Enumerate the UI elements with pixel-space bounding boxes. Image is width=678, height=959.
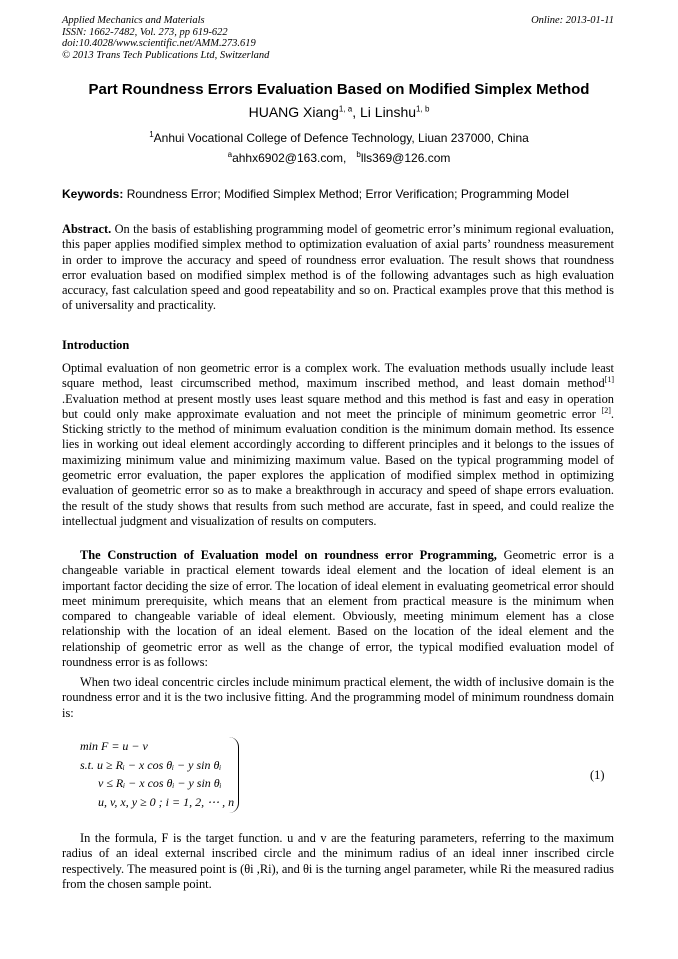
paragraph-text: Geometric error is a changeable variable in practical element towards ideal element and the location of ideal element is an important factor deciding the size of error. The location of ideal element in evaluating geometrical error should meet minimum prerequisite, which means that an element from practical measure is the minimum when compared to changeable variable of ideal element. Obviously, meeting minimum element has a close relationship with the location of an ideal element. Based on the location of the ideal element and the relationship of geometric error as well as the change of error, the typical modified evaluation model of roundness error is as follows: — [62, 548, 614, 670]
keywords-text: Roundness Error; Modified Simplex Method; Error Verification; Programming Model — [123, 187, 569, 201]
author-separator: , — [352, 104, 360, 120]
keywords-line — [62, 187, 622, 201]
issn-line: ISSN: 1662-7482, Vol. 273, pp 619-622 — [62, 26, 228, 38]
email-mark: b — [356, 150, 361, 159]
email-address: lls369@126.com — [360, 151, 451, 165]
abstract-text: On the basis of establishing programming model of geometric error’s minimum regional evaluation, this paper applies modified simplex method to optimization evaluation of axial parts’ roundness measurement in order to improve the accuracy and speed of roundness error evaluation. The result shows that roundness error evaluation based on modified simplex method is of the following advantages such as high evaluation accuracy, fast calculation speed and good repeatability and so on. Practical examples prove that this method is of universality and practicality. — [62, 222, 614, 313]
journal-name: Applied Mechanics and Materials — [62, 15, 205, 26]
equation-line: s.t. u ≥ Rᵢ − x cos θᵢ − y sin θᵢ — [80, 757, 222, 772]
equation-number: (1) — [590, 768, 605, 782]
paragraph-text: Optimal evaluation of non geometric error is a complex work. The evaluation methods usually include least square method, least circumscribed method, maximum inscribed method, and least domain method — [62, 361, 614, 391]
paragraph-text: . Sticking strictly to the method of minimum evaluation condition is the minimum domain method. Its essence lies in working out ideal element accordingly according to different principles and it belongs to the issues of maximizing minimum value and minimizing maximum value. Based on the typical programming model of geometric error evaluation, the paper explores the application of modified simplex method in optimizing evaluation of geometric error so as to make a breakthrough in accuracy and speed of shape errors evaluation. the result of the study shows that results from such method are accurate, fast in speed, and could realize the intellectual judgment and visualization of results on computers. — [62, 406, 614, 528]
equation-brace — [228, 737, 239, 813]
online-date: Online: 2013-01-11 — [531, 15, 614, 26]
email-mark: a — [227, 150, 233, 159]
author-line — [0, 104, 678, 120]
author-name: HUANG Xiang — [248, 104, 339, 120]
author-affiliation-mark: 1, b — [416, 104, 430, 114]
abstract-paragraph — [62, 222, 614, 314]
intro-paragraph-1 — [62, 361, 614, 529]
section-heading: Introduction — [62, 338, 130, 352]
paper-title: Part Roundness Errors Evaluation Based on Modified Simplex Method — [88, 81, 590, 98]
affiliation-mark: 1 — [149, 130, 154, 139]
keywords-label: Keywords: — [62, 187, 124, 201]
equation-line: min F = u − v — [80, 739, 148, 753]
email-address: ahhx6902@163.com, — [232, 151, 347, 165]
affiliation-text: Anhui Vocational College of Defence Technology, Liuan 237000, China — [153, 131, 529, 145]
citation-ref: [1] — [604, 375, 614, 385]
copyright-line: © 2013 Trans Tech Publications Ltd, Switzerland — [62, 49, 270, 61]
abstract-label: Abstract. — [62, 222, 112, 236]
author-affiliation-mark: 1, a — [338, 104, 353, 114]
paragraph-bold-lead: The Construction of Evaluation model on roundness error Programming, — [80, 548, 497, 562]
affiliation — [0, 131, 678, 145]
intro-paragraph-3 — [62, 675, 614, 721]
paragraph-text: In the formula, F is the target function. u and v are the featuring parameters, referring to the maximum radius of an ideal external inscribed circle and the minimum radius of an ideal inner inscribed circle respectively. The measured point is (θi ,Ri), and θi is the turning angel parameter, while Ri the measured radius from the chosen sample point. — [62, 831, 614, 891]
paragraph-text: When two ideal concentric circles include minimum practical element, the width of inclusive domain is the roundness error and it is the two inclusive fitting. And the programming model of minimum roundness domain is: — [62, 675, 614, 720]
paragraph-text: .Evaluation method at present mostly uses least square method and this method is fast and easy in operation but could only make approximate evaluation and not meet the principle of minimum geometric error — [62, 391, 614, 421]
author-emails — [0, 151, 678, 165]
equation-line: v ≤ Rᵢ − x cos θᵢ − y sin θᵢ — [98, 776, 222, 790]
intro-paragraph-4 — [62, 831, 614, 892]
equation-line: u, v, x, y ≥ 0 ; i = 1, 2, ⋯ , n — [98, 794, 235, 809]
author-name: Li Linshu — [360, 104, 417, 120]
journal-header — [62, 15, 269, 61]
equation-block — [80, 737, 234, 811]
intro-paragraph-2 — [62, 548, 614, 670]
citation-ref: [2] — [601, 405, 611, 415]
doi-line: doi:10.4028/www.scientific.net/AMM.273.619 — [62, 38, 256, 49]
